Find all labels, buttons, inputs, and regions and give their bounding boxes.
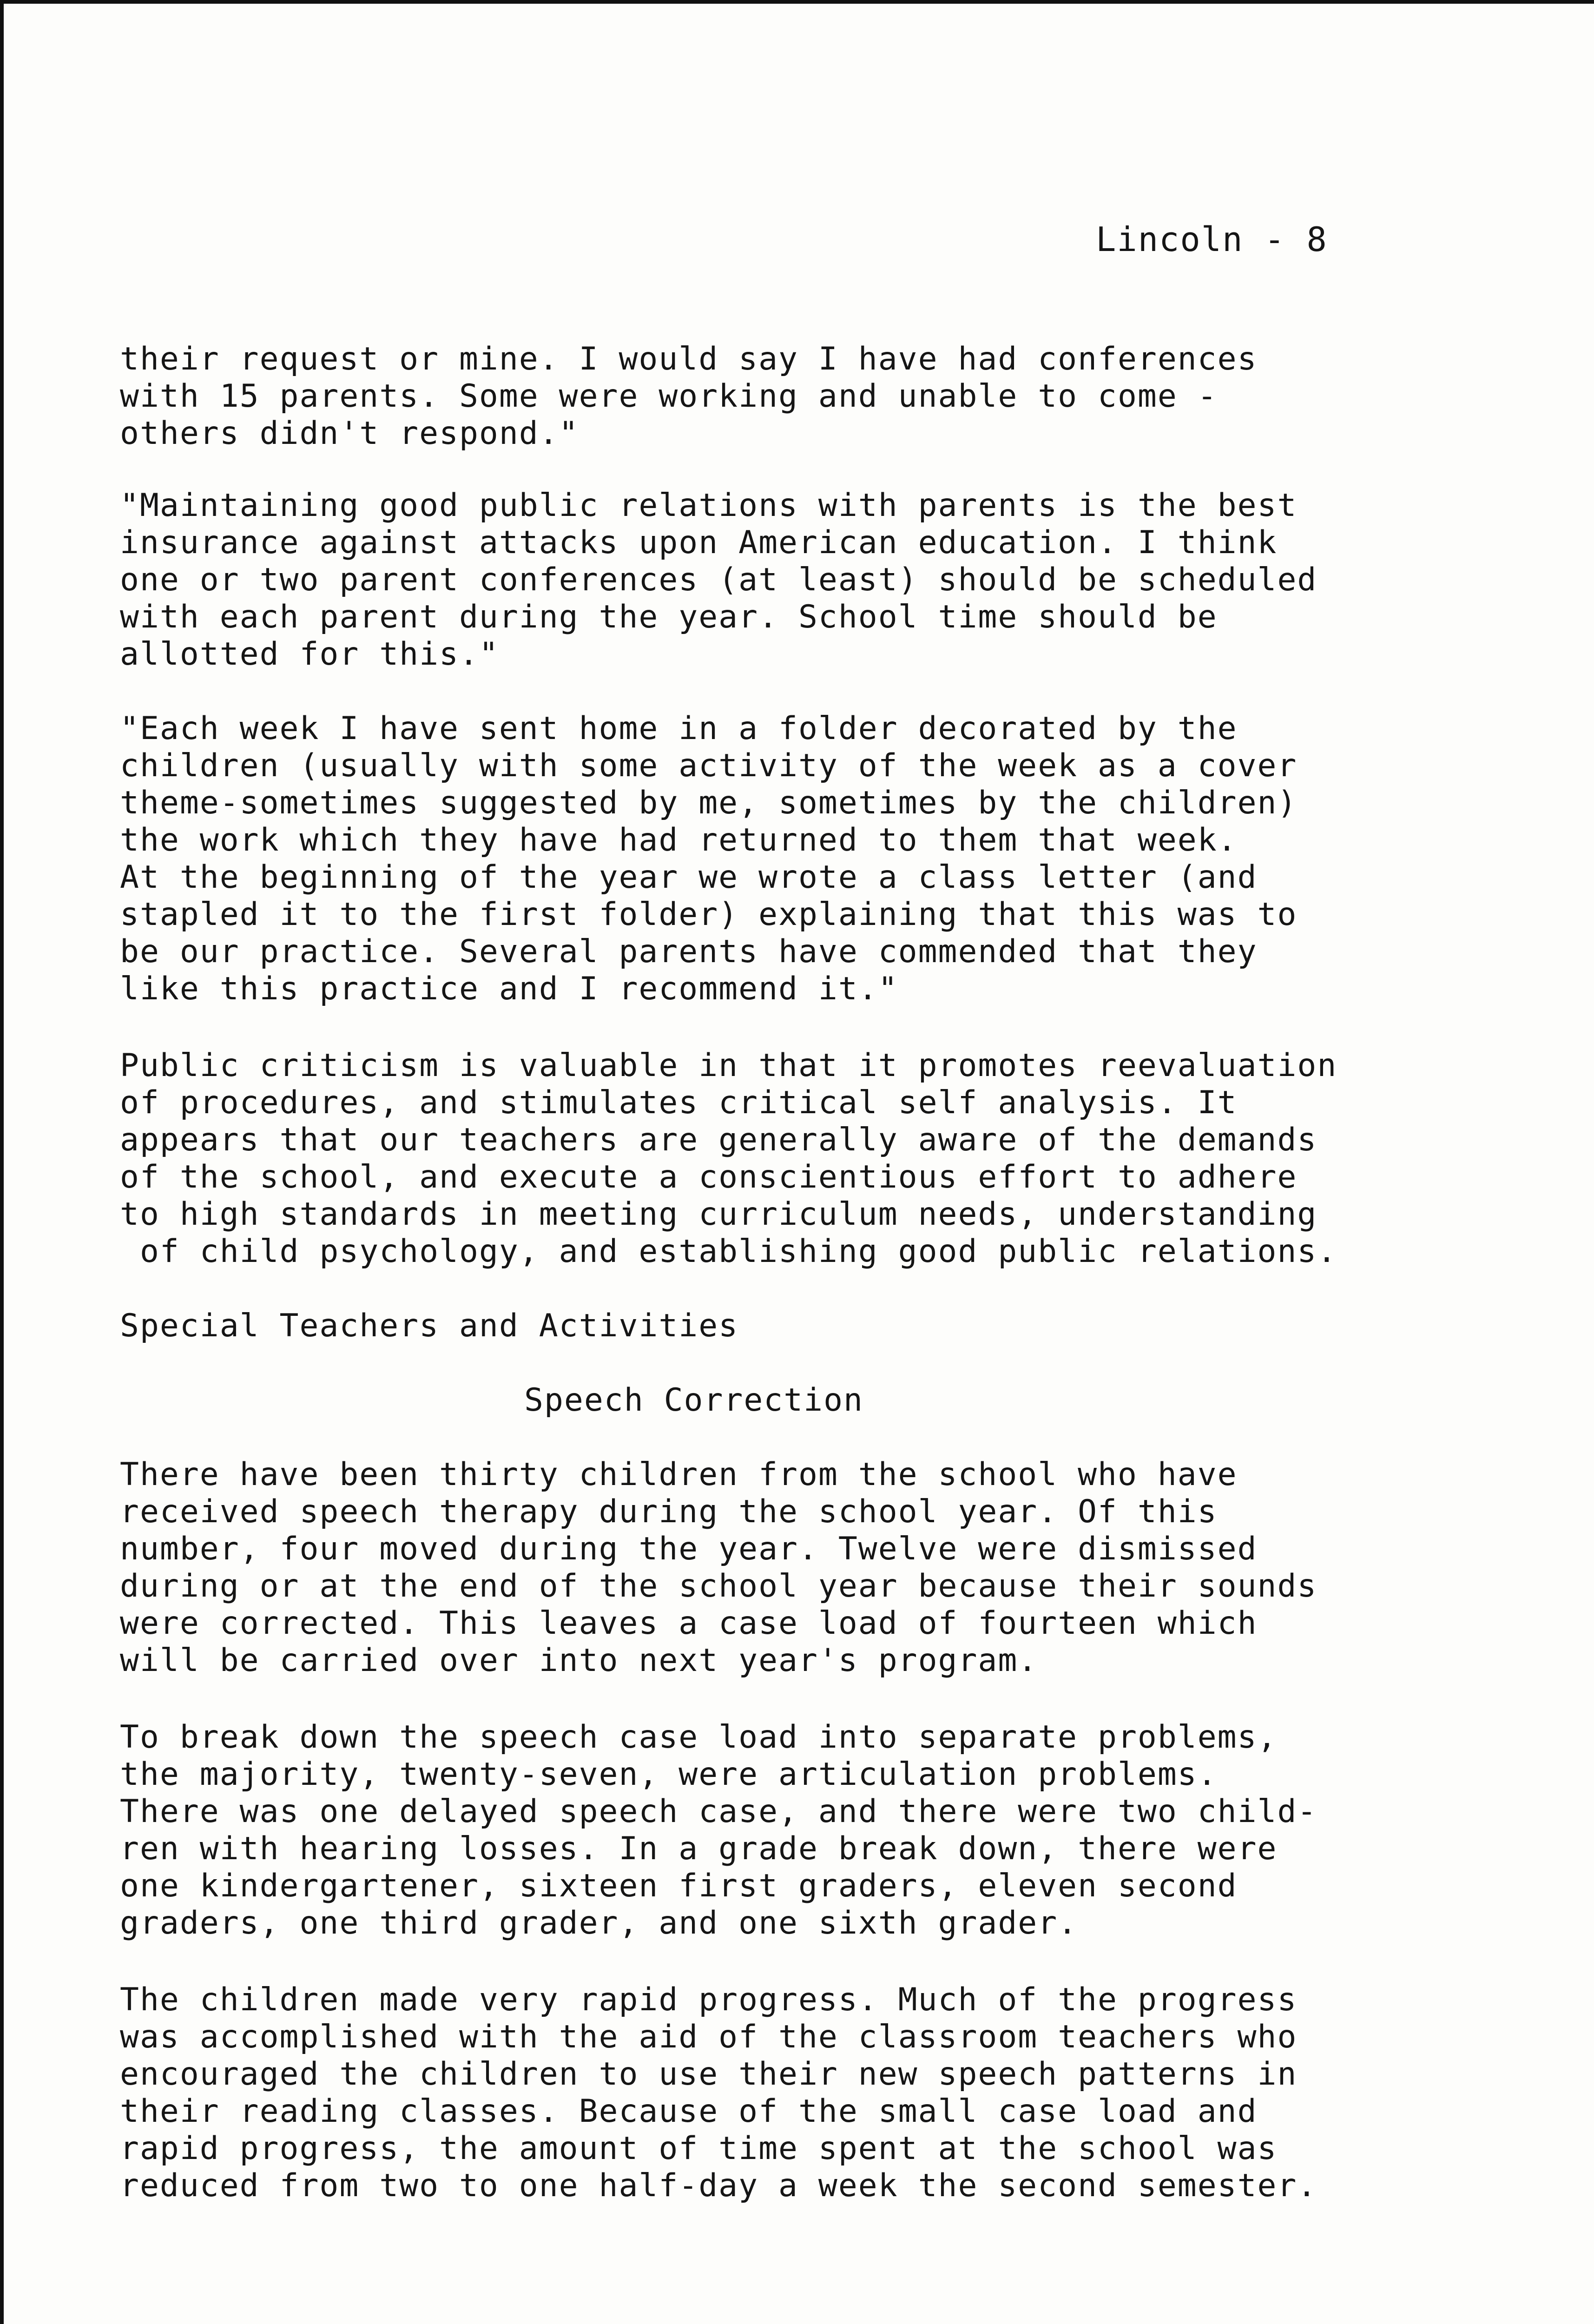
text-line: "Maintaining good public relations with parents is the best <box>120 487 1298 524</box>
text-line: theme-sometimes suggested by me, sometimes by the children) <box>120 785 1298 821</box>
text-line: their request or mine. I would say I have had conferences <box>120 341 1258 377</box>
text-line: There have been thirty children from the school who have <box>120 1456 1238 1493</box>
text-line: rapid progress, the amount of time spent at the school was <box>120 2130 1278 2167</box>
section-heading: Special Teachers and Activities <box>120 1307 739 1344</box>
paragraph-public-relations <box>120 487 1468 673</box>
text-line: be our practice. Several parents have commended that they <box>120 933 1258 970</box>
text-line: number, four moved during the year. Twelve were dismissed <box>120 1531 1258 1567</box>
text-line: graders, one third grader, and one sixth grader. <box>120 1905 1078 1941</box>
text-line: the majority, twenty-seven, were articulation problems. <box>120 1756 1218 1793</box>
paragraph-progress <box>120 1981 1468 2205</box>
text-line: with 15 parents. Some were working and unable to come - <box>120 378 1218 415</box>
text-line: will be carried over into next year's program. <box>120 1642 1038 1679</box>
paragraph-public-criticism <box>120 1047 1468 1270</box>
text-line: stapled it to the first folder) explaining that this was to <box>120 896 1298 933</box>
text-line: one or two parent conferences (at least) should be scheduled <box>120 561 1317 598</box>
subsection-heading: Speech Correction <box>524 1382 863 1419</box>
text-line: was accomplished with the aid of the classroom teachers who <box>120 2019 1298 2055</box>
text-line: children (usually with some activity of the week as a cover <box>120 747 1298 784</box>
text-line: received speech therapy during the school year. Of this <box>120 1493 1218 1530</box>
text-line: were corrected. This leaves a case load of fourteen which <box>120 1605 1258 1642</box>
paragraph-conferences <box>120 341 1468 452</box>
text-line: Public criticism is valuable in that it promotes reevaluation <box>120 1047 1337 1084</box>
text-line: At the beginning of the year we wrote a class letter (and <box>120 859 1258 896</box>
paragraph-case-load-breakdown <box>120 1719 1468 1942</box>
text-line: like this practice and I recommend it." <box>120 971 898 1007</box>
text-line: of the school, and execute a conscientious effort to adhere <box>120 1159 1298 1195</box>
text-line: to high standards in meeting curriculum needs, understanding <box>120 1196 1317 1233</box>
text-line: ren with hearing losses. In a grade break down, there were <box>120 1830 1278 1867</box>
text-line: encouraged the children to use their new speech patterns in <box>120 2056 1298 2093</box>
page-header: Lincoln - 8 <box>1096 220 1328 259</box>
text-line: others didn't respond." <box>120 415 579 452</box>
text-line: "Each week I have sent home in a folder decorated by the <box>120 710 1238 747</box>
text-line: of procedures, and stimulates critical self analysis. It <box>120 1084 1238 1121</box>
text-line: during or at the end of the school year because their sounds <box>120 1568 1317 1604</box>
text-line: of child psychology, and establishing good public relations. <box>120 1233 1337 1270</box>
text-line: The children made very rapid progress. Much of the progress <box>120 1981 1298 2018</box>
text-line: To break down the speech case load into separate problems, <box>120 1719 1278 1756</box>
text-line: There was one delayed speech case, and there were two child- <box>120 1793 1317 1830</box>
text-line: appears that our teachers are generally aware of the demands <box>120 1122 1317 1158</box>
text-line: allotted for this." <box>120 636 499 673</box>
text-line: reduced from two to one half-day a week the second semester. <box>120 2167 1317 2204</box>
paragraph-weekly-folder <box>120 710 1468 1008</box>
text-line: the work which they have had returned to them that week. <box>120 822 1238 858</box>
paragraph-speech-therapy <box>120 1456 1468 1679</box>
text-line: insurance against attacks upon American education. I think <box>120 524 1278 561</box>
text-line: one kindergartener, sixteen first graders, eleven second <box>120 1868 1238 1904</box>
text-line: their reading classes. Because of the small case load and <box>120 2093 1258 2130</box>
text-line: with each parent during the year. School time should be <box>120 599 1218 635</box>
